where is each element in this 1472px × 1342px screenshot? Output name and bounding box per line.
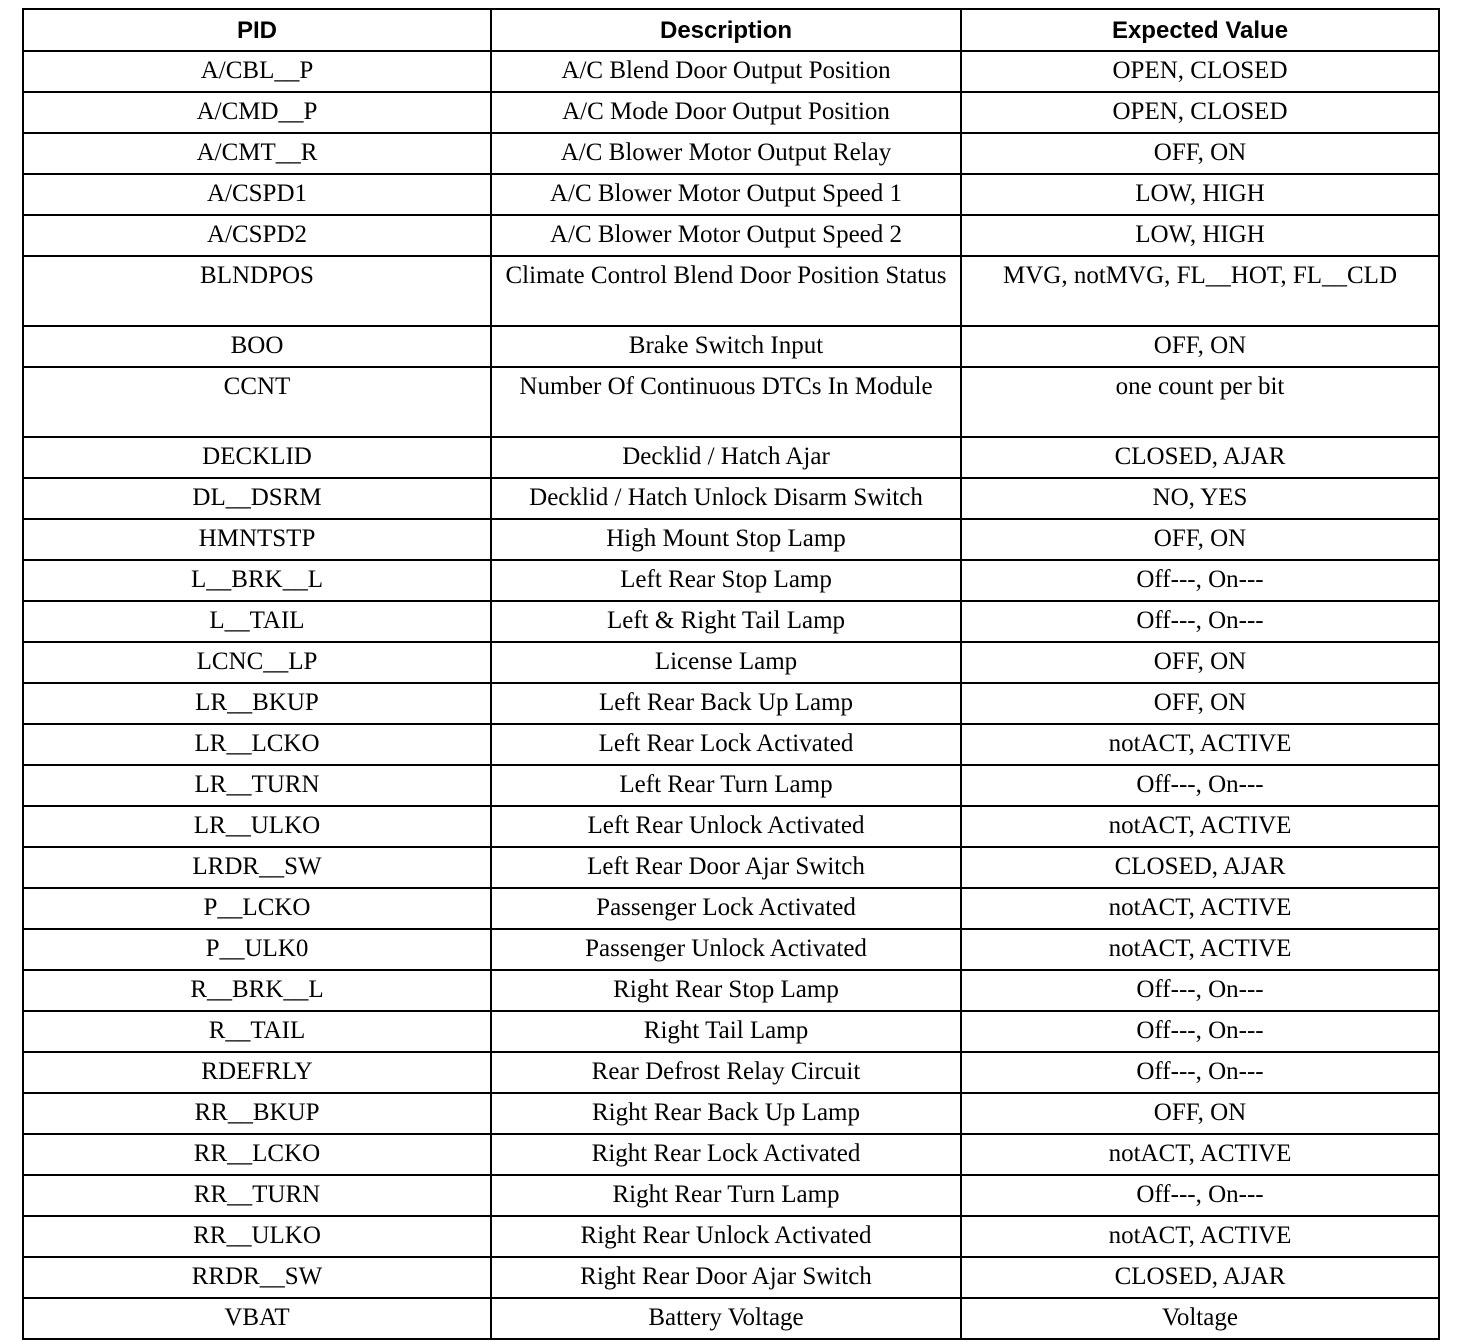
pid-cell: R__BRK__L xyxy=(23,970,491,1011)
description-cell: A/C Blower Motor Output Speed 1 xyxy=(491,174,961,215)
table-row xyxy=(23,1011,1439,1052)
table-row xyxy=(23,437,1439,478)
table-row xyxy=(23,215,1439,256)
table-row xyxy=(23,1257,1439,1298)
description-cell: License Lamp xyxy=(491,642,961,683)
table-header xyxy=(23,9,1439,51)
expected-value-cell: OFF, ON xyxy=(961,326,1439,367)
table-row xyxy=(23,847,1439,888)
table-row xyxy=(23,133,1439,174)
pid-cell: A/CMD__P xyxy=(23,92,491,133)
expected-value-cell: notACT, ACTIVE xyxy=(961,888,1439,929)
expected-value-cell: OFF, ON xyxy=(961,519,1439,560)
expected-value-cell: CLOSED, AJAR xyxy=(961,1257,1439,1298)
description-cell: Decklid / Hatch Unlock Disarm Switch xyxy=(491,478,961,519)
pid-cell: A/CMT__R xyxy=(23,133,491,174)
description-cell: A/C Blower Motor Output Relay xyxy=(491,133,961,174)
pid-table xyxy=(22,8,1440,1340)
expected-value-cell: Off---, On--- xyxy=(961,1052,1439,1093)
pid-cell: RDEFRLY xyxy=(23,1052,491,1093)
description-cell: Climate Control Blend Door Position Status xyxy=(491,256,961,326)
expected-value-cell: OPEN, CLOSED xyxy=(961,92,1439,133)
table-row xyxy=(23,1216,1439,1257)
header-description: Description xyxy=(491,9,961,51)
expected-value-cell: notACT, ACTIVE xyxy=(961,929,1439,970)
description-cell: Brake Switch Input xyxy=(491,326,961,367)
table-row xyxy=(23,519,1439,560)
pid-cell: HMNTSTP xyxy=(23,519,491,560)
expected-value-cell: MVG, notMVG, FL__HOT, FL__CLD xyxy=(961,256,1439,326)
description-cell: Right Rear Door Ajar Switch xyxy=(491,1257,961,1298)
description-cell: Right Rear Lock Activated xyxy=(491,1134,961,1175)
pid-cell: L__TAIL xyxy=(23,601,491,642)
table-row xyxy=(23,92,1439,133)
pid-cell: DL__DSRM xyxy=(23,478,491,519)
description-cell: Left Rear Lock Activated xyxy=(491,724,961,765)
header-row xyxy=(23,9,1439,51)
table-row xyxy=(23,256,1439,326)
pid-cell: LCNC__LP xyxy=(23,642,491,683)
expected-value-cell: OFF, ON xyxy=(961,642,1439,683)
table-body xyxy=(23,51,1439,1339)
expected-value-cell: Off---, On--- xyxy=(961,601,1439,642)
description-cell: Right Rear Turn Lamp xyxy=(491,1175,961,1216)
description-cell: Left Rear Stop Lamp xyxy=(491,560,961,601)
header-pid: PID xyxy=(23,9,491,51)
table-row xyxy=(23,970,1439,1011)
expected-value-cell: Off---, On--- xyxy=(961,970,1439,1011)
description-cell: A/C Blend Door Output Position xyxy=(491,51,961,92)
table-row xyxy=(23,560,1439,601)
expected-value-cell: OFF, ON xyxy=(961,133,1439,174)
expected-value-cell: notACT, ACTIVE xyxy=(961,1216,1439,1257)
pid-cell: RR__BKUP xyxy=(23,1093,491,1134)
expected-value-cell: Off---, On--- xyxy=(961,765,1439,806)
table-row xyxy=(23,1175,1439,1216)
pid-cell: L__BRK__L xyxy=(23,560,491,601)
pid-cell: RR__ULKO xyxy=(23,1216,491,1257)
pid-cell: A/CSPD2 xyxy=(23,215,491,256)
description-cell: Number Of Continuous DTCs In Module xyxy=(491,367,961,437)
expected-value-cell: one count per bit xyxy=(961,367,1439,437)
table-row xyxy=(23,51,1439,92)
table-row xyxy=(23,929,1439,970)
pid-cell: LR__ULKO xyxy=(23,806,491,847)
expected-value-cell: CLOSED, AJAR xyxy=(961,847,1439,888)
description-cell: Right Rear Stop Lamp xyxy=(491,970,961,1011)
table-row xyxy=(23,1052,1439,1093)
pid-cell: LR__BKUP xyxy=(23,683,491,724)
expected-value-cell: Off---, On--- xyxy=(961,560,1439,601)
table-row xyxy=(23,478,1439,519)
description-cell: Passenger Lock Activated xyxy=(491,888,961,929)
table-row xyxy=(23,601,1439,642)
pid-cell: LR__LCKO xyxy=(23,724,491,765)
table-row xyxy=(23,1134,1439,1175)
description-cell: Left Rear Unlock Activated xyxy=(491,806,961,847)
table-row xyxy=(23,174,1439,215)
table-row xyxy=(23,1298,1439,1339)
pid-cell: CCNT xyxy=(23,367,491,437)
pid-cell: VBAT xyxy=(23,1298,491,1339)
expected-value-cell: OFF, ON xyxy=(961,1093,1439,1134)
description-cell: High Mount Stop Lamp xyxy=(491,519,961,560)
table-row xyxy=(23,367,1439,437)
expected-value-cell: OFF, ON xyxy=(961,683,1439,724)
table-row xyxy=(23,806,1439,847)
expected-value-cell: Off---, On--- xyxy=(961,1175,1439,1216)
table-row xyxy=(23,1093,1439,1134)
description-cell: Passenger Unlock Activated xyxy=(491,929,961,970)
description-cell: Right Tail Lamp xyxy=(491,1011,961,1052)
pid-cell: A/CBL__P xyxy=(23,51,491,92)
expected-value-cell: OPEN, CLOSED xyxy=(961,51,1439,92)
pid-cell: DECKLID xyxy=(23,437,491,478)
table-row xyxy=(23,642,1439,683)
pid-cell: R__TAIL xyxy=(23,1011,491,1052)
pid-cell: RRDR__SW xyxy=(23,1257,491,1298)
pid-cell: A/CSPD1 xyxy=(23,174,491,215)
expected-value-cell: LOW, HIGH xyxy=(961,174,1439,215)
pid-cell: BLNDPOS xyxy=(23,256,491,326)
description-cell: Right Rear Unlock Activated xyxy=(491,1216,961,1257)
description-cell: Right Rear Back Up Lamp xyxy=(491,1093,961,1134)
table-row xyxy=(23,765,1439,806)
description-cell: Rear Defrost Relay Circuit xyxy=(491,1052,961,1093)
expected-value-cell: notACT, ACTIVE xyxy=(961,724,1439,765)
pid-cell: LR__TURN xyxy=(23,765,491,806)
description-cell: A/C Mode Door Output Position xyxy=(491,92,961,133)
table-row xyxy=(23,326,1439,367)
description-cell: Left Rear Door Ajar Switch xyxy=(491,847,961,888)
pid-cell: LRDR__SW xyxy=(23,847,491,888)
expected-value-cell: CLOSED, AJAR xyxy=(961,437,1439,478)
description-cell: Left & Right Tail Lamp xyxy=(491,601,961,642)
expected-value-cell: notACT, ACTIVE xyxy=(961,1134,1439,1175)
expected-value-cell: Off---, On--- xyxy=(961,1011,1439,1052)
pid-cell: RR__LCKO xyxy=(23,1134,491,1175)
pid-cell: RR__TURN xyxy=(23,1175,491,1216)
header-expected-value: Expected Value xyxy=(961,9,1439,51)
description-cell: Decklid / Hatch Ajar xyxy=(491,437,961,478)
pid-cell: P__ULK0 xyxy=(23,929,491,970)
expected-value-cell: notACT, ACTIVE xyxy=(961,806,1439,847)
pid-cell: BOO xyxy=(23,326,491,367)
table-row xyxy=(23,888,1439,929)
expected-value-cell: LOW, HIGH xyxy=(961,215,1439,256)
expected-value-cell: Voltage xyxy=(961,1298,1439,1339)
document-page xyxy=(22,8,1438,1340)
pid-cell: P__LCKO xyxy=(23,888,491,929)
table-row xyxy=(23,724,1439,765)
table-row xyxy=(23,683,1439,724)
expected-value-cell: NO, YES xyxy=(961,478,1439,519)
description-cell: A/C Blower Motor Output Speed 2 xyxy=(491,215,961,256)
description-cell: Battery Voltage xyxy=(491,1298,961,1339)
description-cell: Left Rear Turn Lamp xyxy=(491,765,961,806)
description-cell: Left Rear Back Up Lamp xyxy=(491,683,961,724)
